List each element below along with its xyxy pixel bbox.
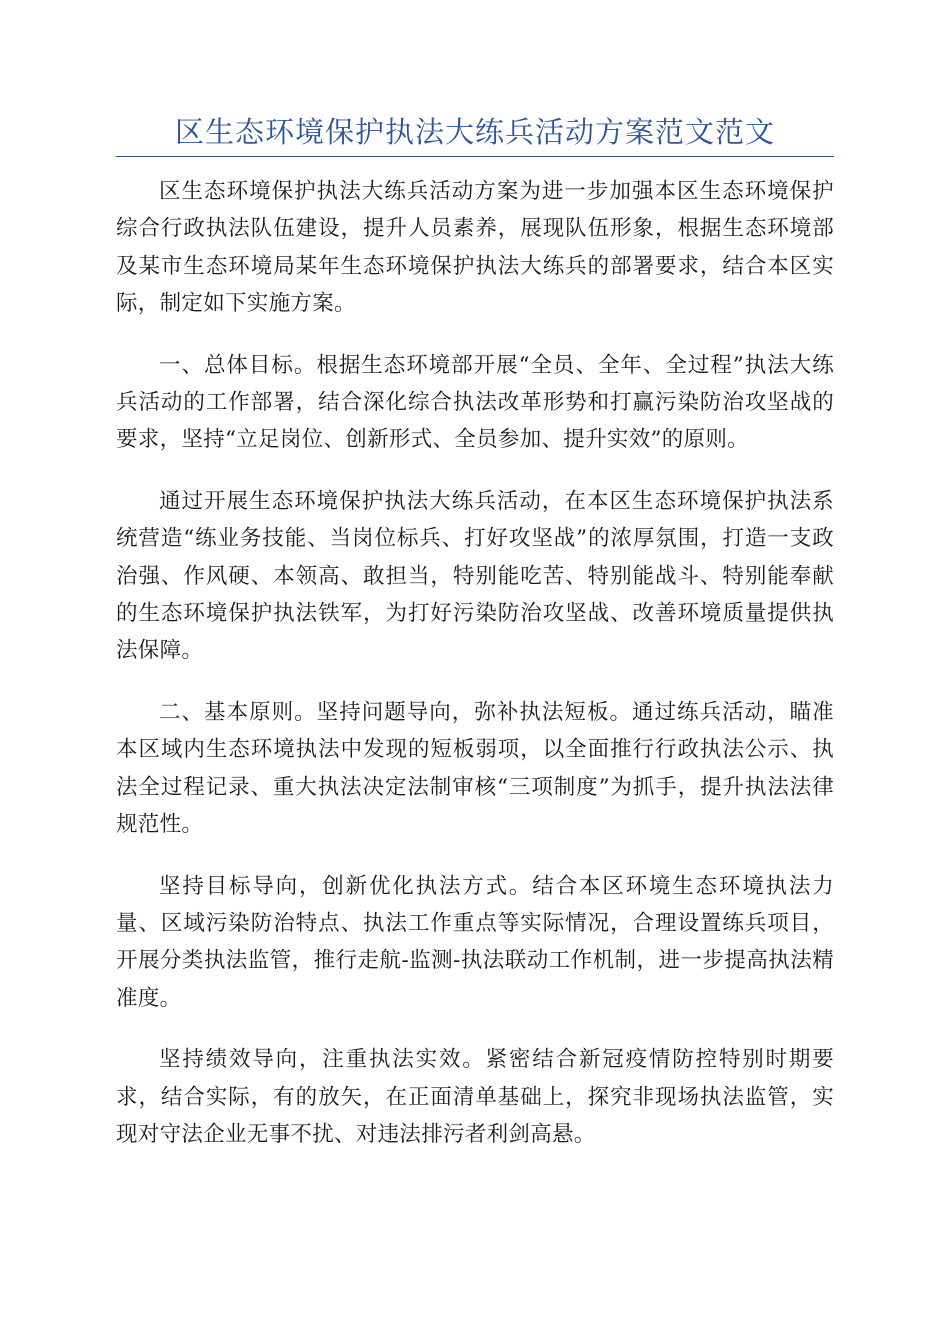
paragraph-intro: 区生态环境保护执法大练兵活动方案为进一步加强本区生态环境保护综合行政执法队伍建设，提升人员素养，展现队伍形象，根据生态环境部及某市生态环境局某年生态环境保护执法大练兵的部署要求，结合本区实际，制定如下实施方案。	[116, 179, 834, 317]
document-title: 区生态环境保护执法大练兵活动方案范文范文	[174, 115, 775, 149]
paragraph-performance-orientation: 坚持绩效导向，注重执法实效。紧密结合新冠疫情防控特别时期要求，结合实际，有的放矢，在正面清单基础上，探究非现场执法监管，实现对守法企业无事不扰、对违法排污者利剑高悬。	[116, 1047, 834, 1147]
document-body	[116, 173, 834, 1177]
title-block	[116, 112, 834, 157]
paragraph-basic-principles: 二、基本原则。坚持问题导向，弥补执法短板。通过练兵活动，瞄准本区域内生态环境执法中发现的短板弱项，以全面推行行政执法公示、执法全过程记录、重大执法决定法制审核“三项制度”为抓手，提升执法法律规范性。	[116, 699, 834, 838]
paragraph-goal-detail: 通过开展生态环境保护执法大练兵活动，在本区生态环境保护执法系统营造“练业务技能、当岗位标兵、打好攻坚战”的浓厚氛围，打造一支政治强、作风硬、本领高、敢担当，特别能吃苦、特别能战斗、特别能奉献的生态环境保护执法铁军，为打好污染防治攻坚战、改善环境质量提供执法保障。	[116, 488, 834, 664]
paragraph-target-orientation: 坚持目标导向，创新优化执法方式。结合本区环境生态环境执法力量、区域污染防治特点、执法工作重点等实际情况，合理设置练兵项目，开展分类执法监管，推行走航-监测-执法联动工作机制，进一步提高执法精准度。	[116, 873, 834, 1011]
paragraph-overall-goal: 一、总体目标。根据生态环境部开展“全员、全年、全过程”执法大练兵活动的工作部署，结合深化综合执法改革形势和打赢污染防治攻坚战的要求，坚持“立足岗位、创新形式、全员参加、提升实效”的原则。	[116, 352, 834, 453]
